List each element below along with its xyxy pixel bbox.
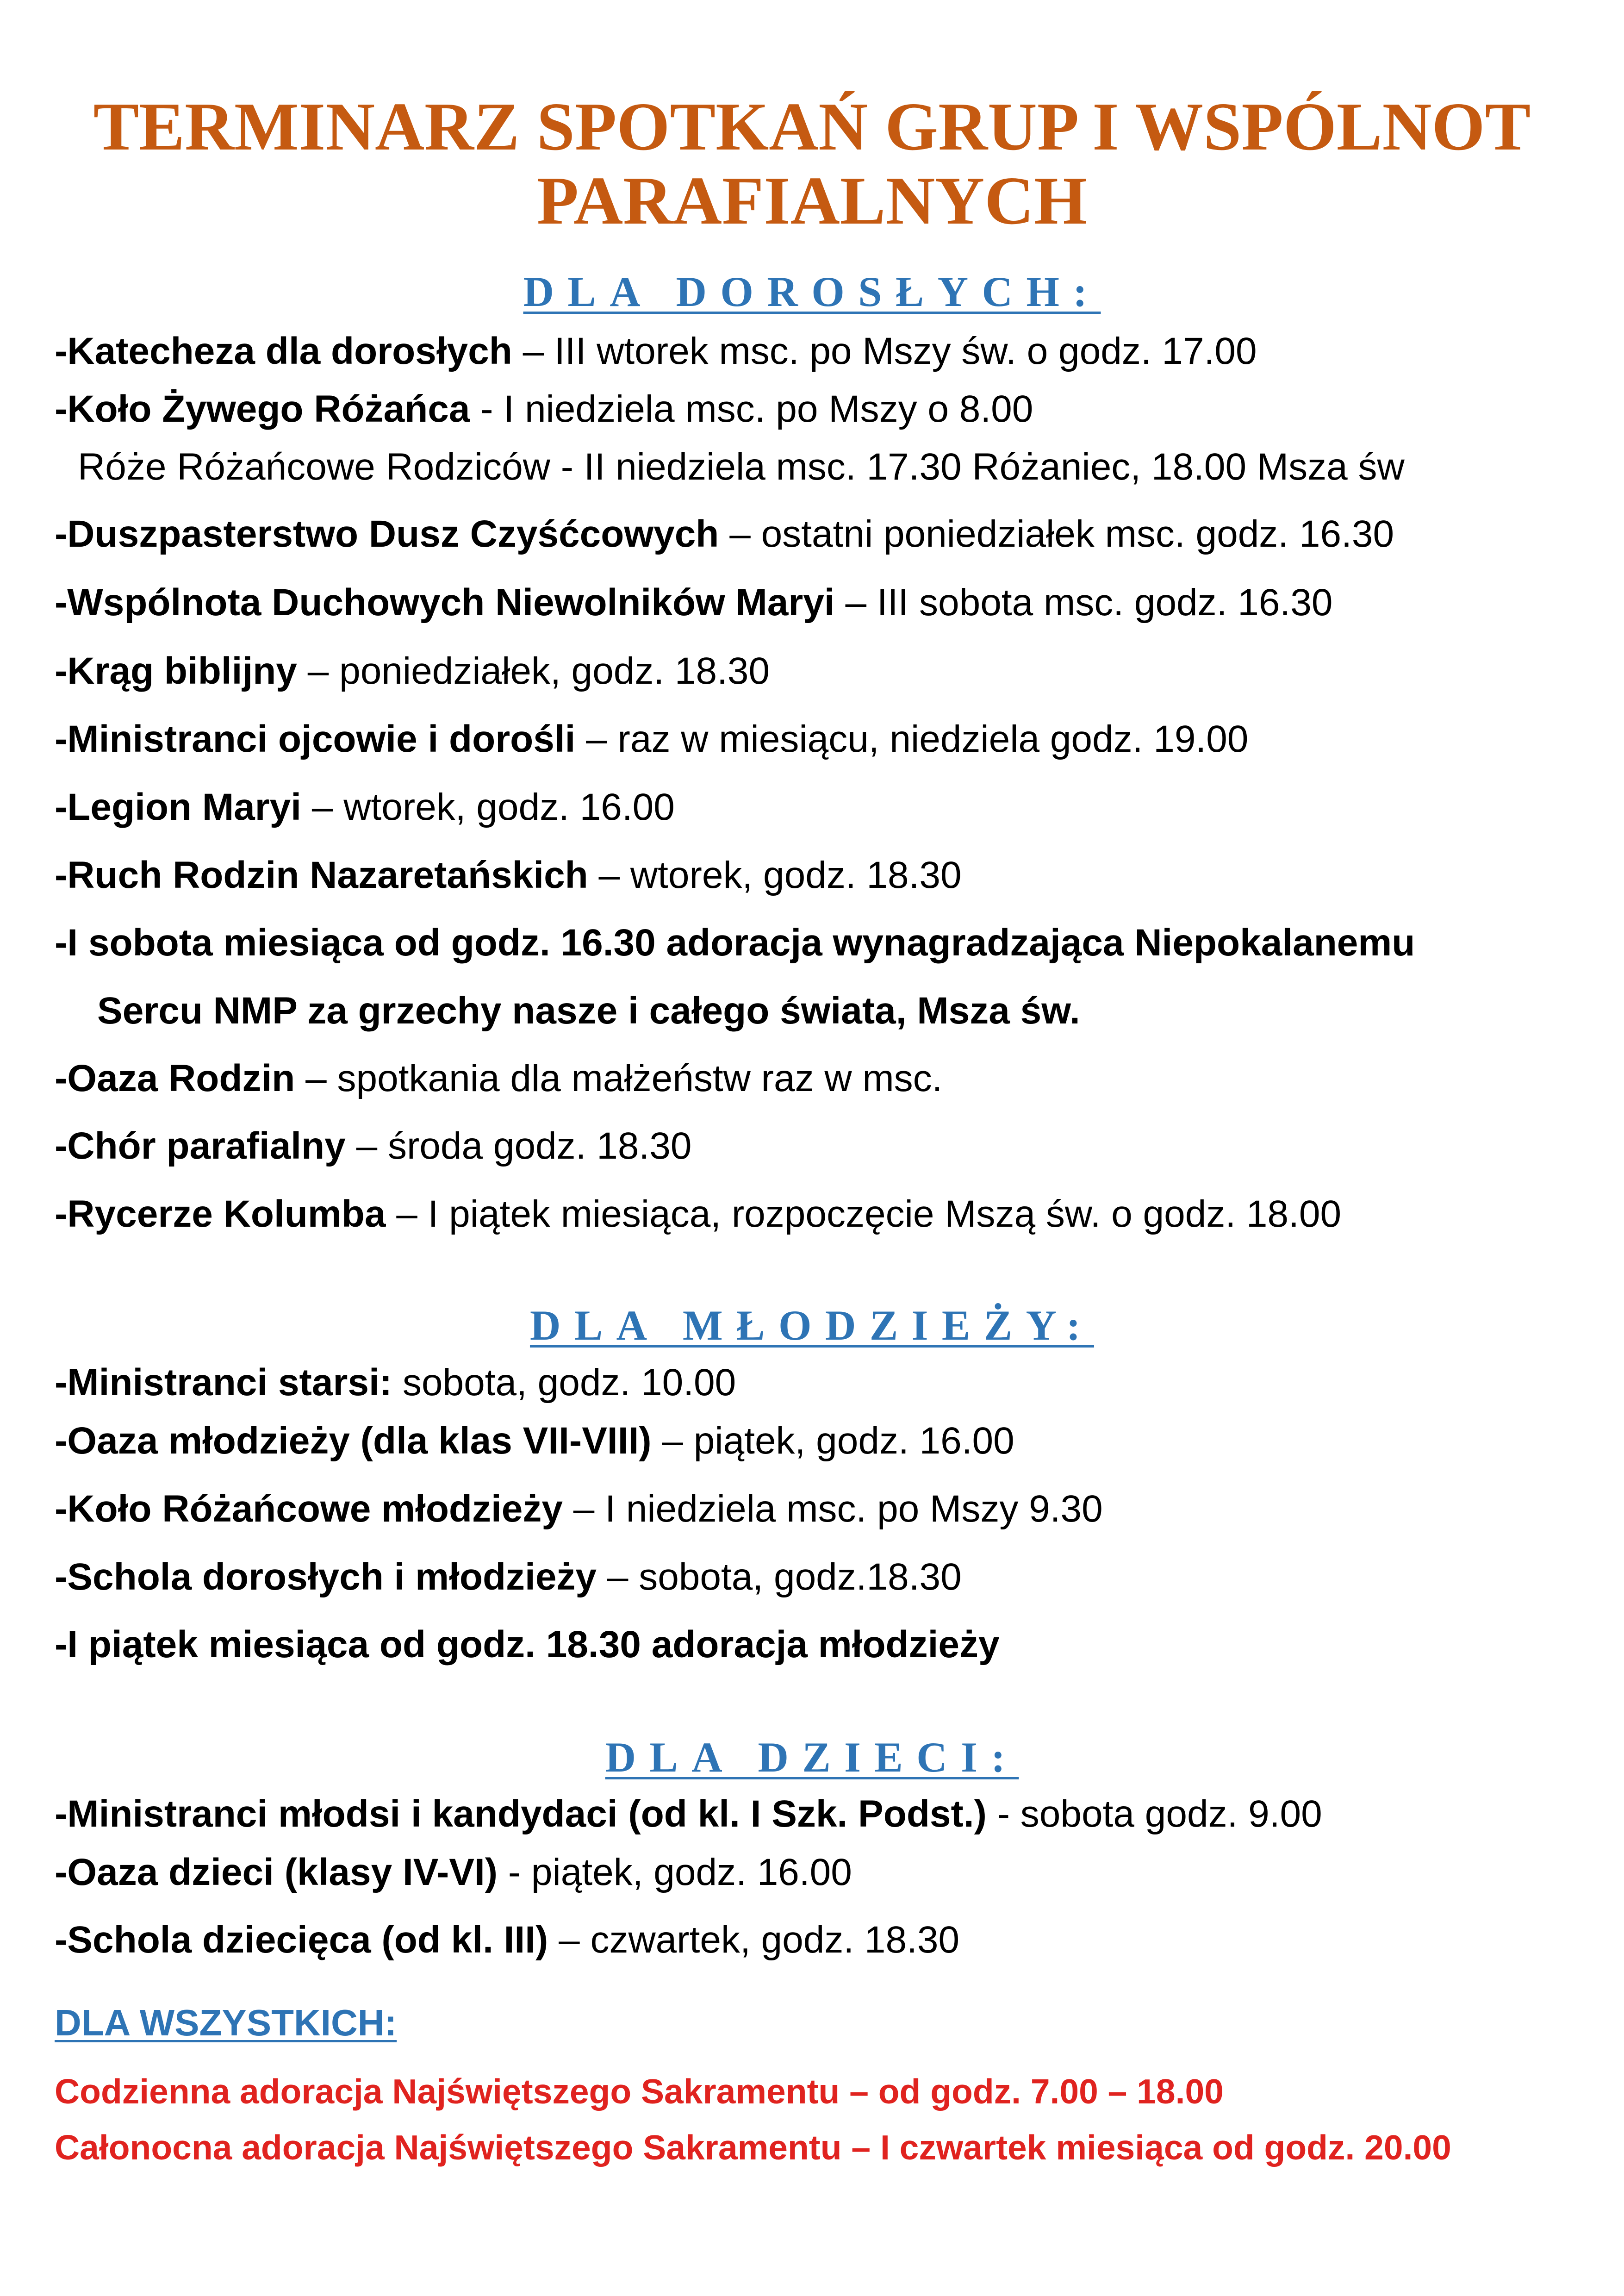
list-item: [55, 390, 1033, 428]
group-name: -Katecheza dla dorosłych: [55, 330, 512, 372]
group-name: -I piątek miesiąca od godz. 18.30 adoracja młodzieży: [55, 1623, 1000, 1666]
group-schedule: – ostatni poniedziałek msc. godz. 16.30: [719, 513, 1394, 555]
group-name: -Krąg biblijny: [55, 650, 297, 692]
group-name: -Koło Żywego Różańca: [55, 388, 470, 430]
group-schedule: Róże Różańcowe Rodziców - II niedziela msc. 17.30 Różaniec, 18.00 Msza św: [78, 446, 1405, 488]
list-item: [55, 1921, 959, 1959]
group-schedule: – raz w miesiącu, niedziela godz. 19.00: [575, 718, 1249, 760]
list-item: [55, 924, 1415, 962]
list-item: [55, 1853, 852, 1891]
group-schedule: – III sobota msc. godz. 16.30: [834, 581, 1333, 624]
group-name: -Ministranci starsi:: [55, 1361, 392, 1404]
section-heading-children: DLA DZIECI:: [605, 1734, 1019, 1781]
section-heading-adults: DLA DOROSŁYCH:: [523, 268, 1101, 315]
group-name: -Oaza dzieci (klasy IV-VI): [55, 1851, 498, 1893]
section-heading-youth: DLA MŁODZIEŻY:: [529, 1302, 1095, 1349]
group-schedule: – środa godz. 18.30: [345, 1125, 692, 1167]
list-item: [55, 1490, 1103, 1528]
group-name: -Oaza Rodzin: [55, 1057, 295, 1099]
group-name: Sercu NMP za grzechy nasze i całego świata, Msza św.: [97, 990, 1080, 1032]
page-title-line2: PARAFIALNYCH: [536, 163, 1088, 239]
group-name: -Schola dorosłych i młodzieży: [55, 1556, 597, 1598]
list-item: [55, 720, 1248, 758]
list-item: [55, 856, 962, 894]
list-item: [55, 788, 675, 826]
list-item: [78, 448, 1405, 486]
adoration-daily: Codzienna adoracja Najświętszego Sakramentu – od godz. 7.00 – 18.00: [55, 2072, 1224, 2111]
group-name: -Legion Maryi: [55, 786, 302, 828]
list-item: [55, 515, 1394, 553]
list-item: [55, 332, 1257, 370]
list-item: [55, 1795, 1322, 1833]
group-schedule: - I niedziela msc. po Mszy o 8.00: [470, 388, 1033, 430]
group-schedule: – czwartek, godz. 18.30: [548, 1919, 960, 1961]
group-schedule: - piątek, godz. 16.00: [498, 1851, 852, 1893]
group-name: -Rycerze Kolumba: [55, 1193, 386, 1235]
group-schedule: – I niedziela msc. po Mszy 9.30: [563, 1488, 1103, 1530]
group-schedule: – sobota, godz.18.30: [597, 1556, 962, 1598]
group-name: -Ruch Rodzin Nazaretańskich: [55, 854, 588, 896]
list-item: [55, 1195, 1341, 1233]
list-item: [55, 1558, 962, 1596]
group-name: -I sobota miesiąca od godz. 16.30 adoracja wynagradzająca Niepokalanemu: [55, 922, 1415, 964]
page-title-line1: TERMINARZ SPOTKAŃ GRUP I WSPÓLNOT: [93, 89, 1531, 165]
list-item: [55, 1057, 943, 1099]
group-name: -Schola dziecięca (od kl. III): [55, 1919, 548, 1961]
list-item: [55, 1623, 1000, 1666]
group-name: -Koło Różańcowe młodzieży: [55, 1488, 563, 1530]
list-item: [97, 992, 1080, 1030]
group-schedule: – I piątek miesiąca, rozpoczęcie Mszą św. o godz. 18.00: [386, 1193, 1342, 1235]
list-item: [55, 1422, 1014, 1460]
section-heading-everyone: DLA WSZYSTKICH:: [55, 2002, 397, 2043]
list-item: [55, 1361, 736, 1404]
list-item: [55, 581, 1333, 624]
adoration-night: Całonocna adoracja Najświętszego Sakramentu – I czwartek miesiąca od godz. 20.00: [55, 2128, 1451, 2167]
group-schedule: – spotkania dla małżeństw raz w msc.: [295, 1057, 943, 1099]
group-schedule: – piątek, godz. 16.00: [651, 1420, 1014, 1462]
list-item: [55, 1127, 691, 1165]
group-name: -Wspólnota Duchowych Niewolników Maryi: [55, 581, 835, 624]
group-name: -Ministranci ojcowie i dorośli: [55, 718, 576, 760]
group-name: -Ministranci młodsi i kandydaci (od kl. I Szk. Podst.): [55, 1793, 987, 1835]
group-name: -Chór parafialny: [55, 1125, 346, 1167]
group-schedule: - sobota godz. 9.00: [986, 1793, 1322, 1835]
group-name: -Duszpasterstwo Dusz Czyśćcowych: [55, 513, 719, 555]
group-name: -Oaza młodzieży (dla klas VII-VIII): [55, 1420, 652, 1462]
group-schedule: – III wtorek msc. po Mszy św. o godz. 17.00: [512, 330, 1257, 372]
list-item: [55, 652, 770, 690]
group-schedule: – poniedziałek, godz. 18.30: [297, 650, 770, 692]
group-schedule: – wtorek, godz. 18.30: [588, 854, 962, 896]
group-schedule: – wtorek, godz. 16.00: [301, 786, 675, 828]
group-schedule: sobota, godz. 10.00: [392, 1361, 736, 1404]
